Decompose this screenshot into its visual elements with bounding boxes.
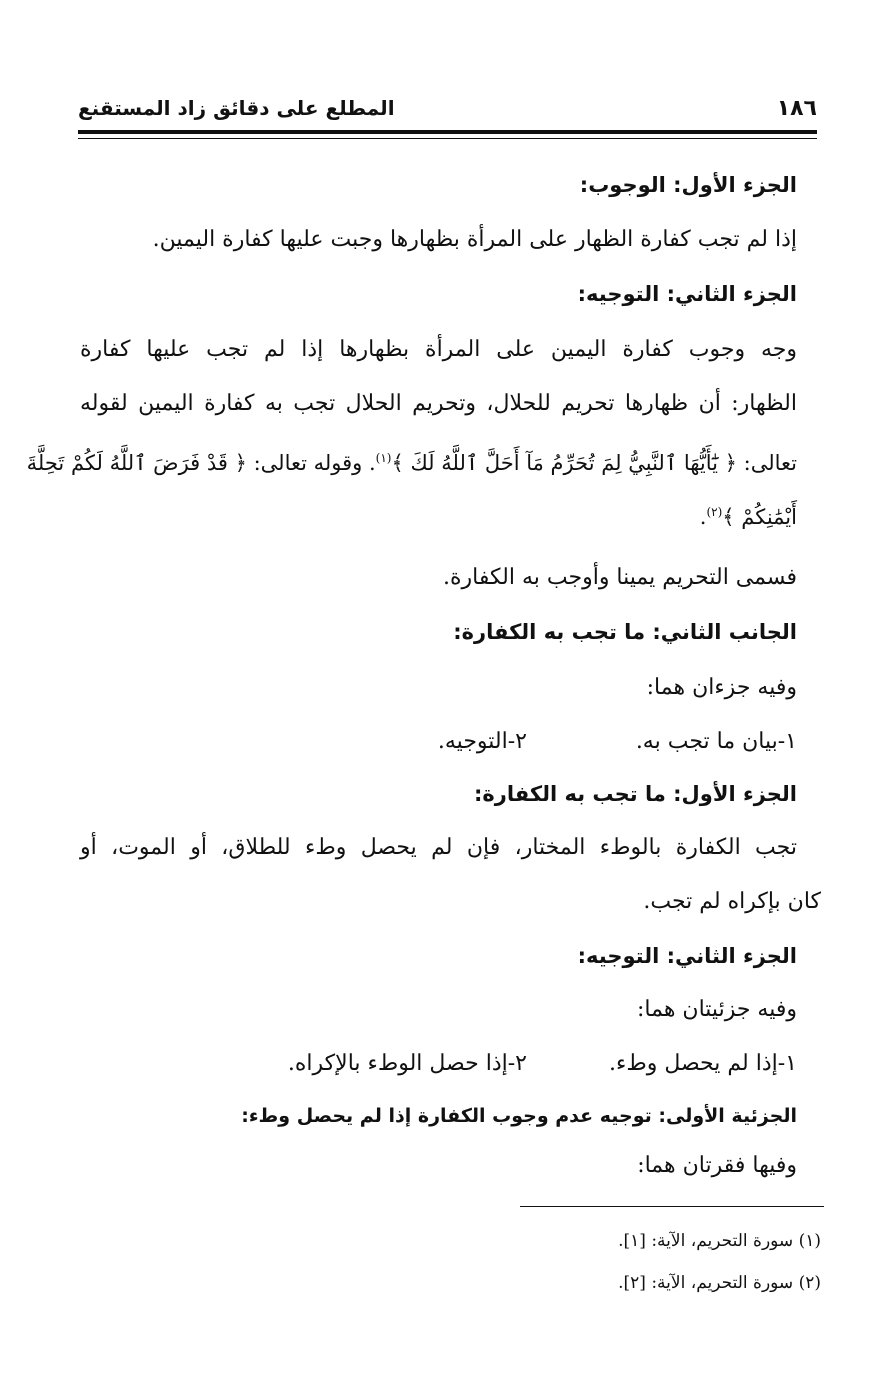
section-heading: الجزء الثاني: التوجيه:: [577, 282, 797, 306]
paragraph-line: الظهار: أن ظهارها تحريم للحلال، وتحريم الحلال تجب به كفارة اليمين لقوله: [80, 391, 797, 416]
paragraph-line-quran: [26, 440, 797, 481]
header-rule-thick: [78, 130, 817, 134]
footnote-ref: (١): [375, 451, 392, 465]
paragraph-line: وجه وجوب كفارة اليمين على المرأة بظهارها إذا لم تجب عليها كفارة: [80, 337, 797, 362]
list-item: ١-إذا لم يحصل وطء.: [609, 1051, 797, 1076]
section-heading: الجزء الثاني: التوجيه:: [577, 944, 797, 968]
header-rule-thin: [78, 138, 817, 139]
paragraph-line: تجب الكفارة بالوطء المختار، فإن لم يحصل وطء للطلاق، أو الموت، أو: [80, 835, 797, 860]
paragraph-line: وفيها فقرتان هما:: [637, 1153, 797, 1178]
subsection-heading: الجزئية الأولى: توجيه عدم وجوب الكفارة إذا لم يحصل وطء:: [241, 1105, 797, 1127]
list-item: ٢-إذا حصل الوطء بالإكراه.: [287, 1051, 527, 1076]
list-item: ١-بيان ما تجب به.: [635, 729, 797, 754]
footnote: (٢) سورة التحريم، الآية: [٢].: [618, 1273, 821, 1293]
paragraph-line: فسمى التحريم يمينا وأوجب به الكفارة.: [443, 565, 797, 590]
paragraph-line-quran: [80, 494, 797, 535]
footnote-rule: [520, 1206, 824, 1207]
footnote: (١) سورة التحريم، الآية: [١].: [618, 1231, 821, 1251]
paragraph-line: وفيه جزءان هما:: [646, 675, 797, 700]
numbered-list: [80, 724, 797, 760]
footnote-ref: (٢): [706, 505, 723, 519]
page-number: ١٨٦: [776, 96, 817, 121]
section-heading: الجزء الأول: ما تجب به الكفارة:: [473, 782, 797, 806]
quran-verse: أَيْمَٰنِكُمْ ﴾: [722, 505, 797, 529]
numbered-list: [80, 1046, 797, 1082]
paragraph-line: إذا لم تجب كفارة الظهار على المرأة بظهارها وجبت عليها كفارة اليمين.: [152, 227, 797, 252]
book-title: المطلع على دقائق زاد المستقنع: [78, 96, 395, 120]
verse-continuation: . وقوله تعالى: ﴿ قَدْ فَرَضَ ٱللَّهُ لَكُمْ تَحِلَّةَ: [26, 451, 376, 475]
paragraph-line: كان بإكراه لم تجب.: [643, 889, 821, 914]
list-item: ٢-التوجيه.: [437, 729, 527, 754]
paragraph-line: وفيه جزئيتان هما:: [637, 997, 797, 1022]
quran-verse: تعالى: ﴿ يَٰٓأَيُّهَا ٱلنَّبِيُّ لِمَ تُحَرِّمُ مَآ أَحَلَّ ٱللَّهُ لَكَ ﴾: [391, 451, 797, 475]
section-heading: الجزء الأول: الوجوب:: [579, 173, 797, 197]
page-header: [78, 92, 817, 132]
period: .: [699, 505, 707, 529]
section-heading: الجانب الثاني: ما تجب به الكفارة:: [453, 620, 797, 644]
